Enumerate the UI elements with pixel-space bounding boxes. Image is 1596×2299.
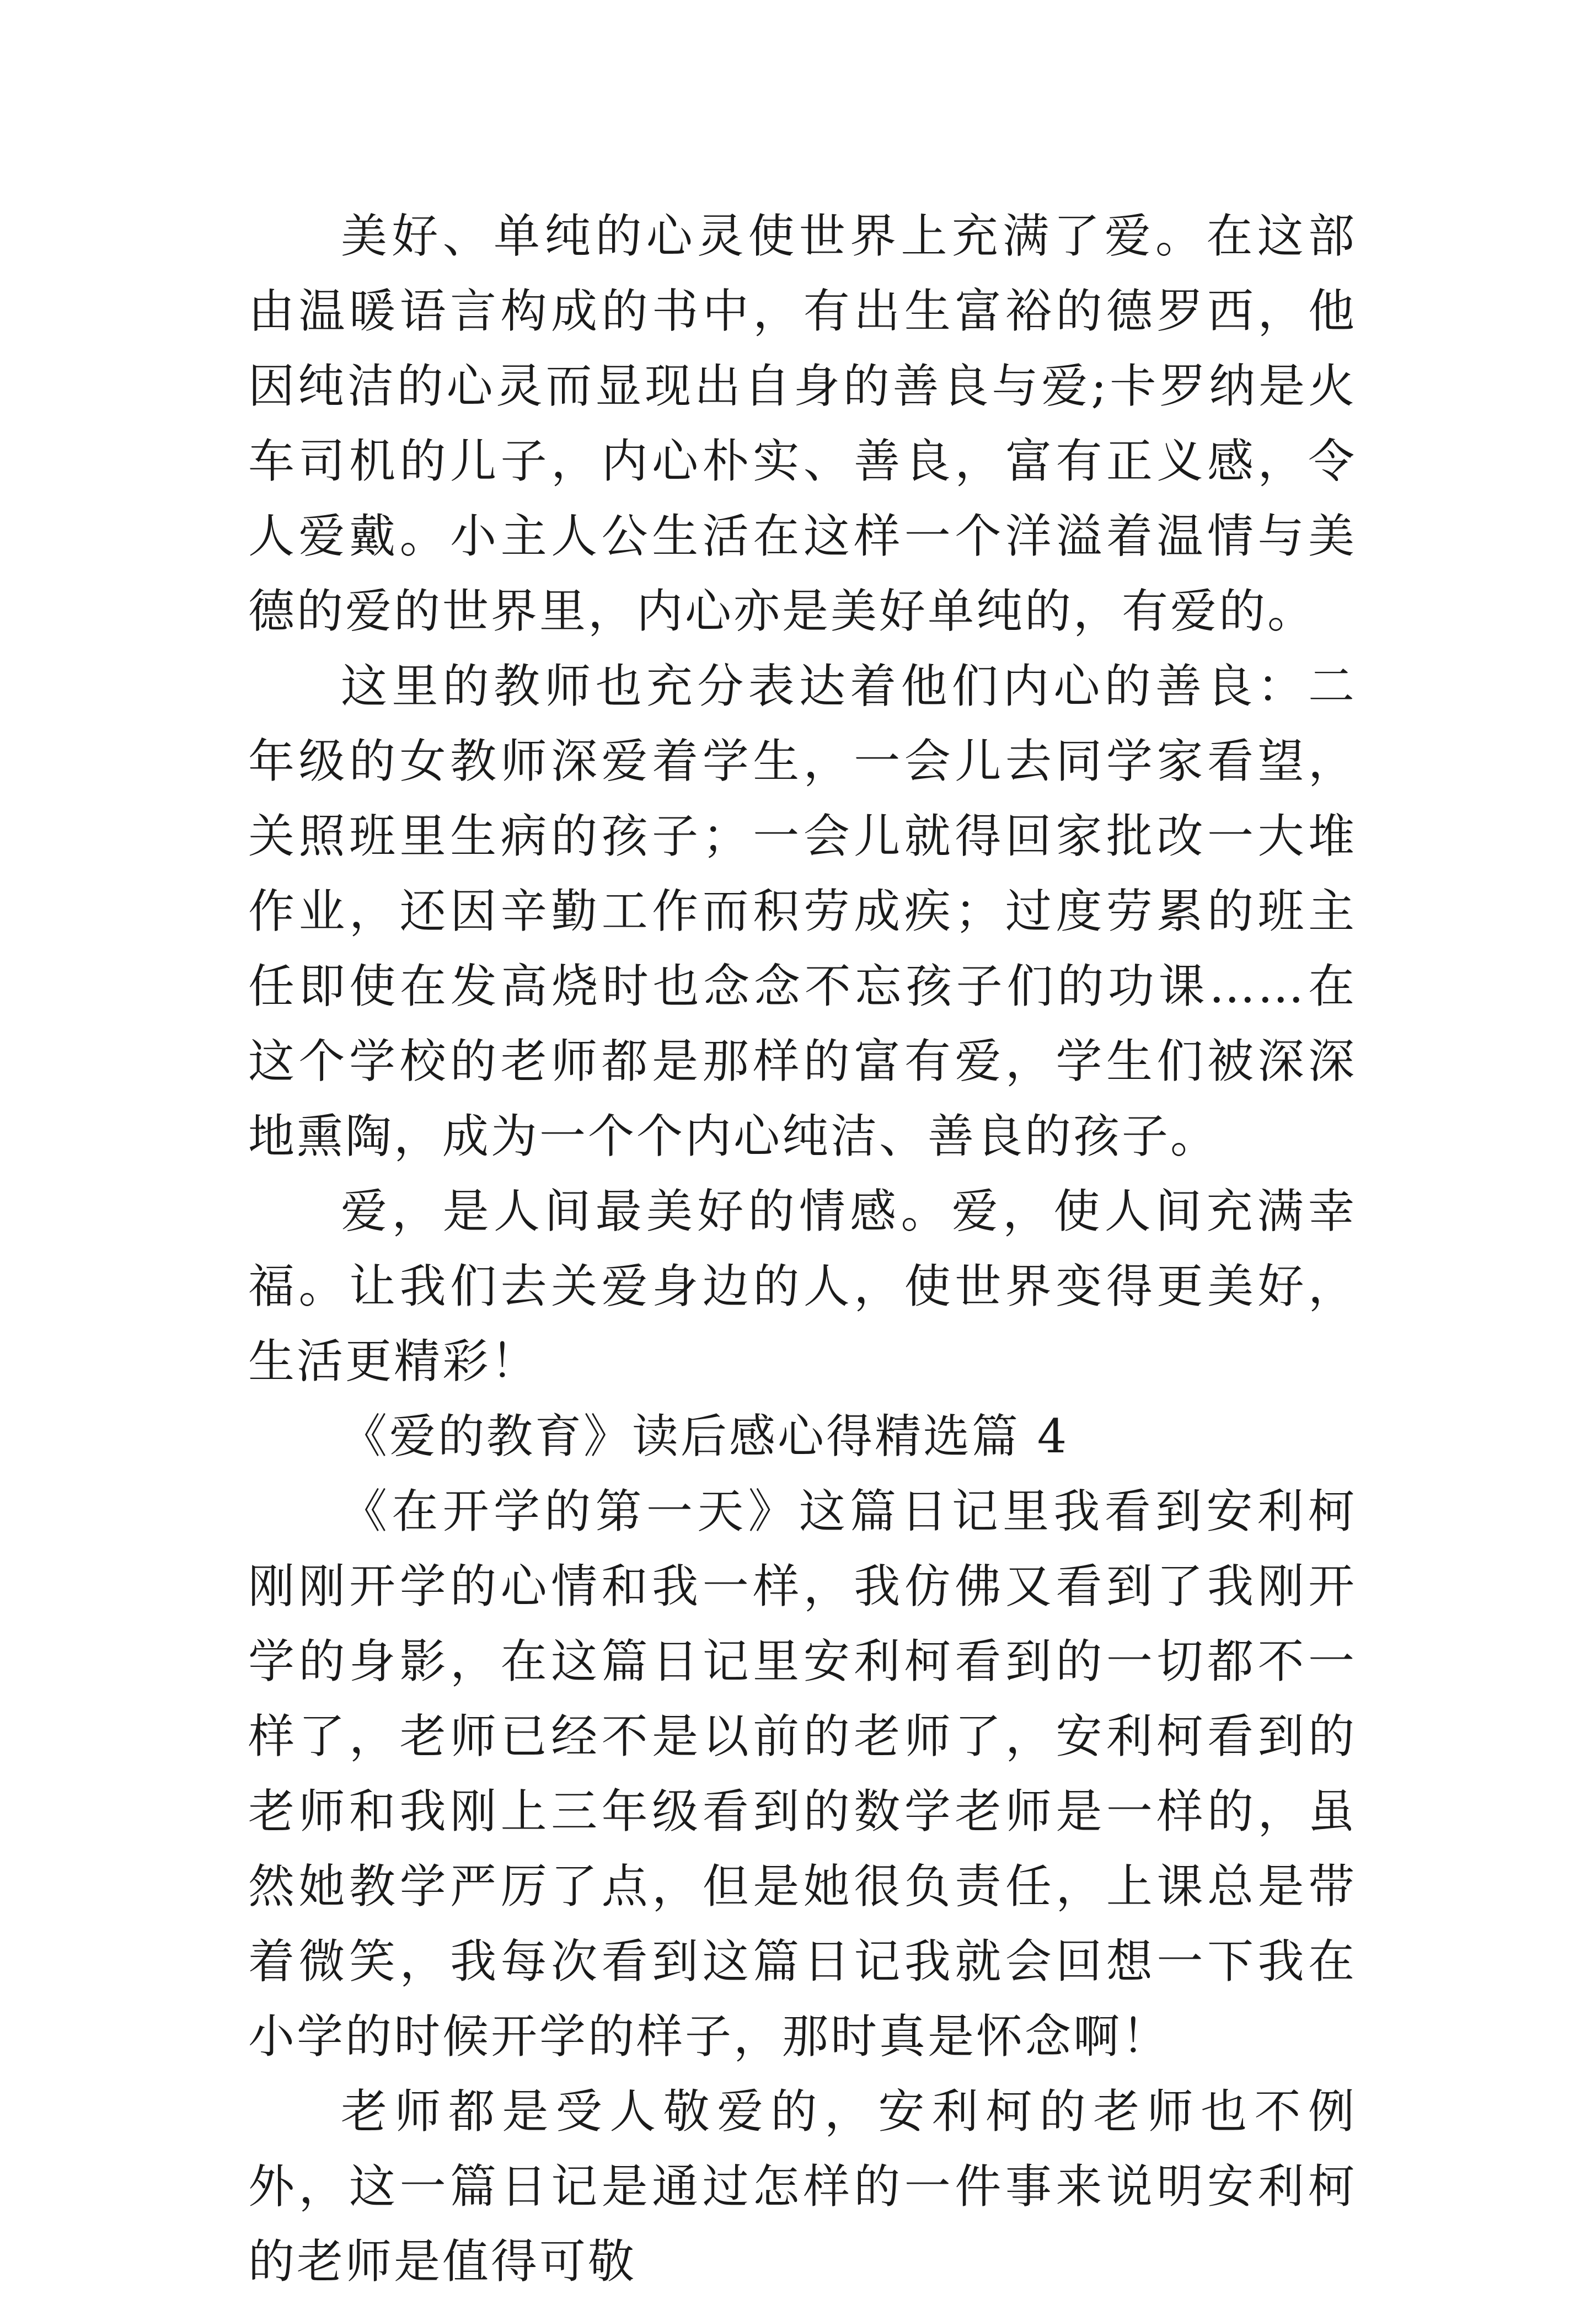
paragraph-teachers-kindness: 这里的教师也充分表达着他们内心的善良：二年级的女教师深爱着学生，一会儿去同学家看望，关照班里生病的孩子；一会儿就得回家批改一大堆作业，还因辛勤工作而积劳成疾；过度劳累的班主任即使在发高烧时也念念不忘孩子们的功课……在这个学校的老师都是那样的富有爱，学生们被深深地熏陶，成为一个个内心纯洁、善良的孩子。 [248, 659, 1357, 1163]
document-body [248, 199, 1357, 2299]
paragraph-first-day: 《在开学的第一天》这篇日记里我看到安利柯刚刚开学的心情和我一样，我仿佛又看到了我刚开学的身影，在这篇日记里安利柯看到的一切都不一样了，老师已经不是以前的老师了，安利柯看到的老师和我刚上三年级看到的数学老师是一样的，虽然她教学严厉了点，但是她很负责任，上课总是带着微笑，我每次看到这篇日记我就会回想一下我在小学的时候开学的样子，那时真是怀念啊！ [248, 1484, 1357, 2063]
paragraph-pure-heart: 美好、单纯的心灵使世界上充满了爱。在这部由温暖语言构成的书中，有出生富裕的德罗西，他因纯洁的心灵而显现出自身的善良与爱;卡罗纳是火车司机的儿子，内心朴实、善良，富有正义感，令人爱戴。小主人公生活在这样一个洋溢着温情与美德的爱的世界里，内心亦是美好单纯的，有爱的。 [248, 209, 1357, 638]
paragraph-respected-teacher: 老师都是受人敬爱的，安利柯的老师也不例外，这一篇日记是通过怎样的一件事来说明安利柯的老师是值得可敬 [248, 2084, 1357, 2289]
section-heading: 《爱的教育》读后感心得精选篇 4 [341, 1409, 1069, 1463]
paragraph-love-conclusion: 爱，是人间最美好的情感。爱，使人间充满幸福。让我们去关爱身边的人，使世界变得更美好，生活更精彩！ [248, 1184, 1357, 1388]
